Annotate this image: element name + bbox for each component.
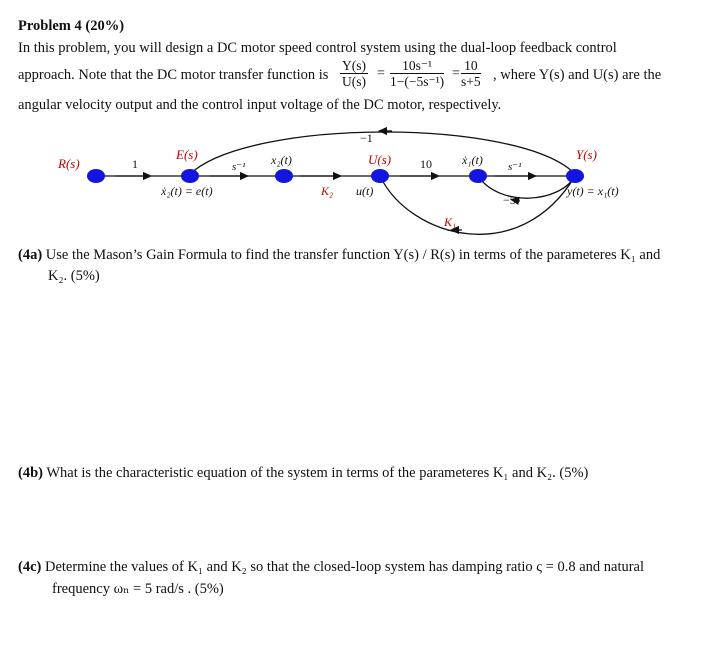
- node-e: [181, 169, 199, 183]
- signal-flow-graph: [0, 118, 708, 238]
- label-y-small: y(t) = x₁(t): [567, 184, 619, 198]
- branch-minus-5: [478, 176, 575, 198]
- label-k2: K₂: [321, 184, 334, 198]
- question-4a: (4a) Use the Mason’s Gain Formula to find the transfer function Y(s) / R(s) in terms of the parameteres K₁ and: [18, 247, 661, 263]
- node-u: [371, 169, 389, 183]
- node-x1dot: [469, 169, 487, 183]
- equals-2: =: [452, 66, 460, 81]
- problem-line-2a: approach. Note that the DC motor transfer function is: [18, 67, 329, 83]
- question-4b: (4b) What is the characteristic equation of the system in terms of the parameteres K₁ and K₂. (5%): [18, 465, 589, 481]
- branch-k1: [380, 176, 575, 234]
- equals-1: =: [377, 66, 385, 81]
- node-x2: [275, 169, 293, 183]
- question-4c: (4c) Determine the values of K₁ and K₂ so that the closed-loop system has damping ratio ς = 0.8 and natural: [18, 559, 645, 575]
- fraction-10-over-s5: $\frac{10}{s+5}$: [461, 58, 481, 89]
- label-s-inv-2: s⁻¹: [508, 161, 522, 173]
- label-y: Y(s): [576, 147, 597, 162]
- node-r: [87, 169, 105, 183]
- problem-line-3: angular velocity output and the control input voltage of the DC motor, respectively.: [18, 97, 502, 113]
- label-minus-5: −5: [503, 193, 516, 207]
- problem-title: Problem 4 (20%): [18, 18, 125, 34]
- label-x1dot: ẋ₁(t): [462, 153, 483, 167]
- fraction-y-over-u: $\frac{Y(s)}{U(s)}$: [342, 58, 366, 89]
- label-k1: K₁: [444, 215, 457, 229]
- fraction-10s-inv: $\frac{\text{10s⁻¹}}{\text{1−(−5s⁻¹)}}$: [390, 58, 445, 89]
- label-e: E(s): [176, 147, 198, 162]
- label-r: R(s): [58, 156, 80, 171]
- problem-line-1: In this problem, you will design a DC motor speed control system using the dual-loop feedback control: [18, 40, 617, 56]
- problem-line-2b: , where Y(s) and U(s) are the: [493, 67, 662, 83]
- question-4a-cont: K₂. (5%): [48, 268, 100, 284]
- label-one: 1: [132, 157, 138, 171]
- node-y: [566, 169, 584, 183]
- label-minus-1: −1: [360, 131, 373, 145]
- label-x2dot: ẋ₂(t) = e(t): [161, 184, 213, 198]
- label-u: U(s): [368, 152, 392, 167]
- label-s-inv-1: s⁻¹: [232, 161, 246, 173]
- label-ten: 10: [420, 157, 432, 171]
- label-x2: x₂(t): [271, 153, 292, 167]
- label-u-small: u(t): [356, 184, 374, 198]
- question-4c-cont: frequency ωₙ = 5 rad/s . (5%): [52, 581, 224, 597]
